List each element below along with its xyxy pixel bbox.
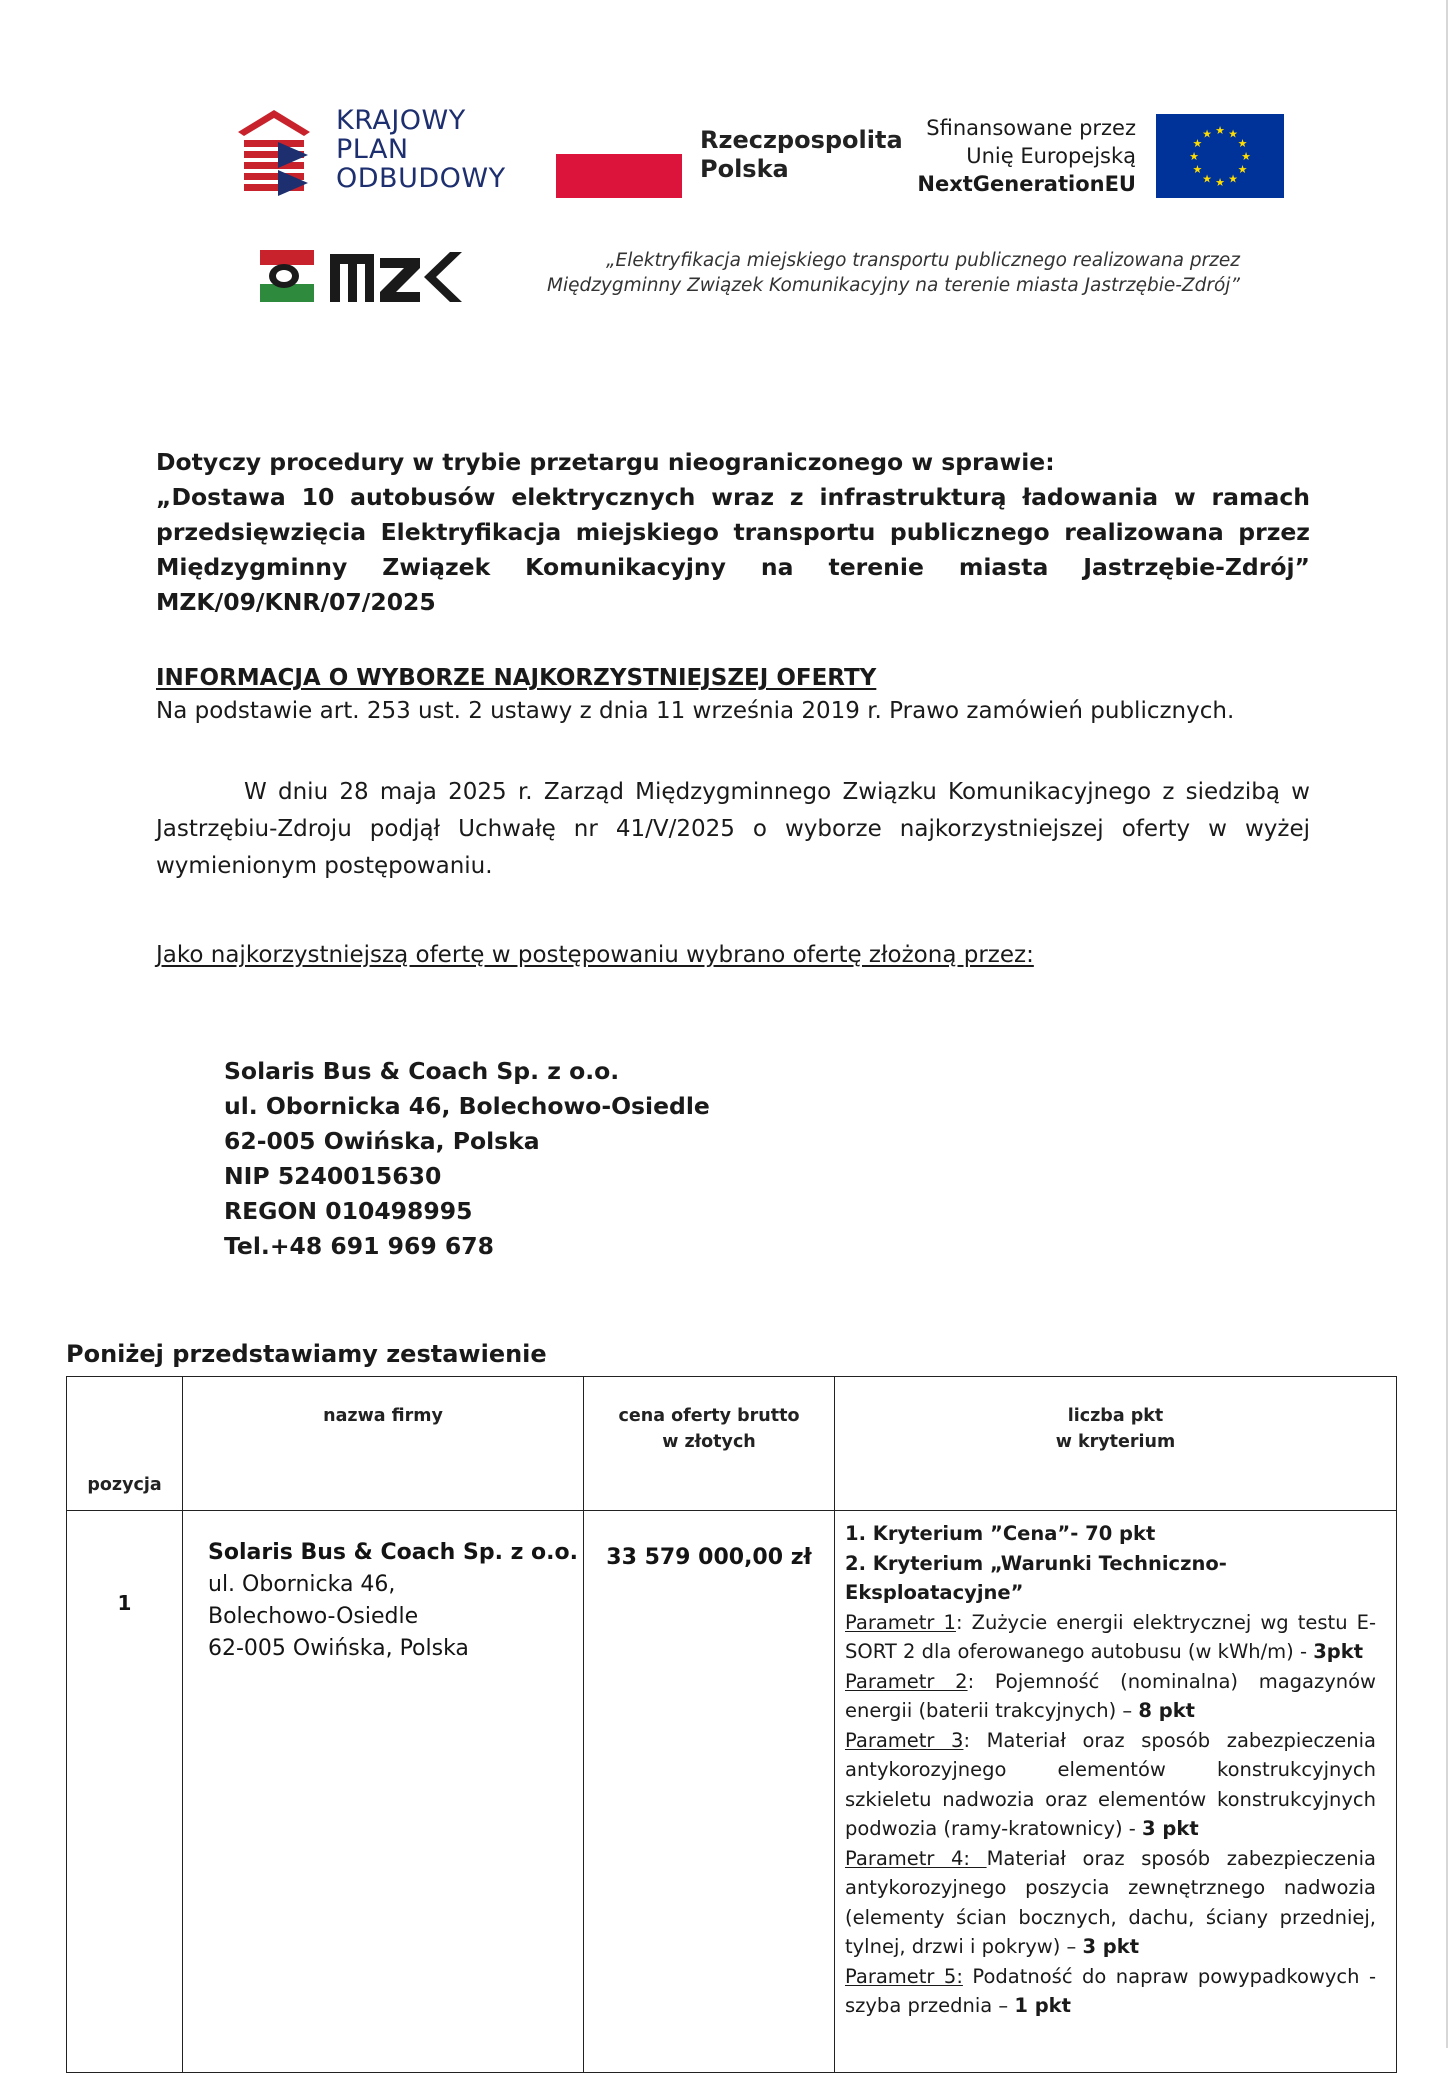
parameter-4-label: Parametr 4: (845, 1846, 987, 1870)
winner-street: ul. Obornicka 46, Bolechowo-Osiedle (224, 1092, 710, 1120)
col-header-price-line-2: w złotych (662, 1432, 756, 1452)
legal-basis: Na podstawie art. 253 ust. 2 ustawy z dnia 11 września 2019 r. Prawo zamówień publicznych. (156, 698, 1235, 724)
row-criteria (835, 1511, 1397, 2073)
parameter-1-text: : Zużycie energii elektrycznej wg testu E-SORT 2 dla oferowanego autobusu (w kWh/m) - (845, 1610, 1377, 1663)
row-position: 1 (67, 1511, 183, 2073)
parameter-3-label: Parametr 3 (845, 1728, 964, 1752)
parameter-1-points: 3pkt (1313, 1640, 1364, 1663)
winner-name: Solaris Bus & Coach Sp. z o.o. (224, 1057, 620, 1085)
eu-star-icon: ★ (1215, 176, 1225, 189)
winner-regon: REGON 010498995 (224, 1197, 473, 1225)
subject-line-4: Międzygminny Związek Komunikacyjny na terenie miasta Jastrzębie-Zdrój” (156, 553, 1310, 581)
poland-line-1: Rzeczpospolita (700, 126, 903, 154)
decision-paragraph: W dniu 28 maja 2025 r. Zarząd Międzygminnego Związku Komunikacyjnego z siedzibą w Jastrzębiu-Zdroju podjął Uchwałę nr 41/V/2025 o wyborze najkorzystniejszej oferty w wyżej wymienionym postępowaniu. (156, 779, 1310, 879)
kpo-logo-icon (238, 110, 310, 198)
winner-phone: Tel.+48 691 969 678 (224, 1232, 494, 1260)
parameter-2-text: : Pojemność (nominalna) magazynów energii (baterii trakcyjnych) – (845, 1669, 1377, 1722)
col-header-points-line-2: w kryterium (1055, 1432, 1176, 1452)
parameter-4 (845, 1844, 1376, 1962)
eu-star-icon: ★ (1228, 172, 1238, 186)
col-header-points (835, 1377, 1397, 1511)
parameter-3 (845, 1726, 1376, 1844)
kpo-line-2: PLAN (336, 134, 409, 165)
row-firm (183, 1511, 584, 2073)
poland-label (700, 126, 903, 184)
kpo-line-1: KRAJOWY (336, 105, 466, 136)
col-header-points-line-1: liczba pkt (1067, 1406, 1164, 1426)
eu-star-icon: ★ (1192, 137, 1203, 150)
procedure-subject (156, 445, 1310, 620)
eu-star-icon: ★ (1202, 127, 1212, 141)
winner-city: 62-005 Owińska, Polska (224, 1127, 540, 1155)
eu-star-icon: ★ (1192, 163, 1203, 176)
kpo-logo-text (336, 106, 506, 193)
col-header-price (584, 1377, 835, 1511)
summary-heading: Poniżej przedstawiamy zestawienie (66, 1340, 547, 1368)
table-header-row (67, 1377, 1397, 1511)
criterion-price: 1. Kryterium ”Cena”- 70 pkt (845, 1522, 1156, 1545)
parameter-2-points: 8 pkt (1138, 1699, 1195, 1722)
eu-star-icon: ★ (1237, 163, 1248, 176)
eu-star-icon: ★ (1189, 150, 1199, 163)
eu-line-1: Sfinansowane przez (926, 116, 1136, 140)
parameter-4-text: Materiał oraz sposób zabezpieczenia antykorozyjnego poszycia zewnętrznego nadwozia (elementy ścian bocznych, dachu, ściany przedniej, tylnej, drzwi i pokryw) – (845, 1846, 1377, 1958)
eu-star-icon: ★ (1237, 137, 1248, 150)
project-quote-line-2: Międzygminny Związek Komunikacyjny na terenie miasta Jastrzębie-Zdrój” (547, 275, 1240, 296)
winner-nip: NIP 5240015630 (224, 1162, 442, 1190)
eu-star-icon: ★ (1215, 124, 1225, 137)
kpo-line-3: ODBUDOWY (336, 163, 506, 194)
parameter-5-points: 1 pkt (1014, 1994, 1071, 2017)
col-header-price-line-1: cena oferty brutto (618, 1406, 800, 1426)
parameter-5-label: Parametr 5: (845, 1964, 963, 1988)
poland-line-2: Polska (700, 155, 789, 183)
eu-line-3: NextGenerationEU (917, 172, 1136, 196)
table-row (67, 1511, 1397, 2073)
poland-flag-icon (556, 126, 682, 198)
subject-line-3: przedsięwzięcia Elektryfikacja miejskiego transportu publicznego realizowana przez (156, 518, 1310, 546)
parameter-3-text: : Materiał oraz sposób zabezpieczenia antykorozyjnego elementów konstrukcyjnych szkieletu nadwozia oraz elementów konstrukcyjnych podwozia (ramy-kratownicy) - (845, 1728, 1376, 1840)
row-firm-address-1: ul. Obornicka 46, (208, 1572, 396, 1597)
eu-funding-label (900, 114, 1136, 198)
row-price: 33 579 000,00 zł (584, 1511, 835, 2073)
parameter-3-points: 3 pkt (1142, 1817, 1199, 1840)
parameter-2-label: Parametr 2 (845, 1669, 968, 1693)
subject-line-5: MZK/09/KNR/07/2025 (156, 588, 436, 616)
subject-line-2: „Dostawa 10 autobusów elektrycznych wraz z infrastrukturą ładowania w ramach (156, 483, 1310, 511)
parameter-5-text: Podatność do napraw powypadkowych - szyba przednia – (845, 1964, 1376, 2017)
parameter-1 (845, 1608, 1376, 1667)
eu-star-icon: ★ (1202, 172, 1212, 186)
row-firm-name: Solaris Bus & Coach Sp. z o.o. (208, 1540, 579, 1565)
parameter-4-points: 3 pkt (1082, 1935, 1140, 1958)
project-quote-line-1: „Elektryfikacja miejskiego transportu publicznego realizowana przez (605, 250, 1240, 271)
col-header-firm: nazwa firmy (183, 1377, 584, 1511)
row-firm-address-2: Bolechowo-Osiedle (208, 1604, 419, 1629)
eu-star-icon: ★ (1241, 150, 1251, 163)
mzk-logo-icon (260, 244, 470, 306)
parameter-2 (845, 1667, 1376, 1726)
criterion-technical: 2. Kryterium „Warunki Techniczno-Eksploatacyjne” (845, 1551, 1227, 1604)
col-header-position: pozycja (67, 1377, 183, 1511)
offers-table (66, 1376, 1397, 2073)
winner-block (224, 1054, 710, 1264)
row-firm-address-3: 62-005 Owińska, Polska (208, 1636, 469, 1661)
parameter-1-label: Parametr 1 (845, 1610, 956, 1634)
eu-star-icon: ★ (1228, 127, 1238, 141)
eu-flag-icon (1156, 114, 1284, 198)
info-title: INFORMACJA O WYBORZE NAJKORZYSTNIEJSZEJ OFERTY (156, 665, 877, 691)
chosen-offer-heading: Jako najkorzystniejszą ofertę w postępowaniu wybrano ofertę złożoną przez: (156, 942, 1034, 968)
parameter-5 (845, 1962, 1376, 2021)
project-quote (520, 248, 1240, 298)
eu-line-2: Unię Europejską (966, 144, 1136, 168)
subject-line-1: Dotyczy procedury w trybie przetargu nieograniczonego w sprawie: (156, 448, 1055, 476)
